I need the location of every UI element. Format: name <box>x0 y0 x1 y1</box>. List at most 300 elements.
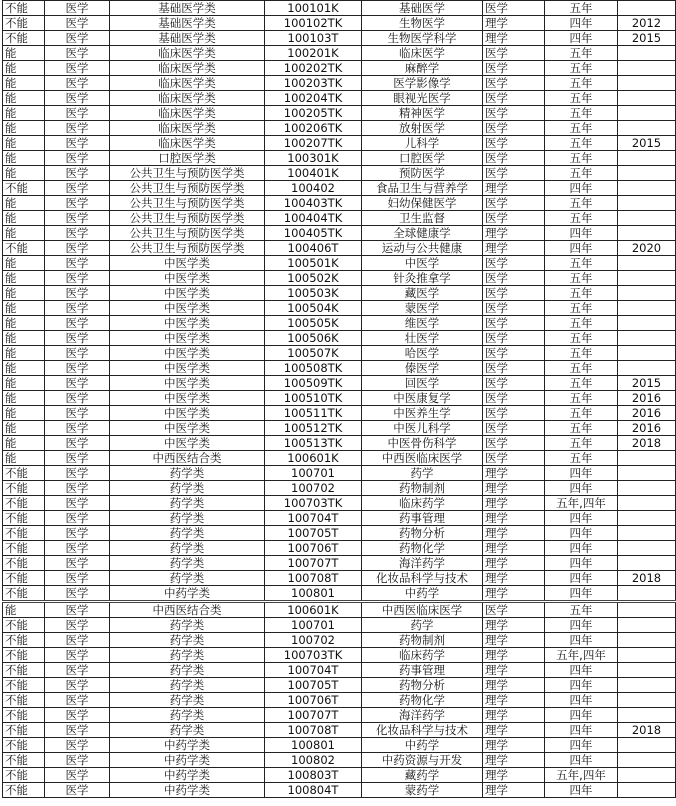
major-name-cell: 海洋药学 <box>362 708 483 723</box>
duration-cell: 四年 <box>545 181 618 196</box>
major-code-cell: 100401K <box>265 166 362 181</box>
table-row <box>3 361 676 376</box>
major-category-cell: 药学类 <box>110 511 265 526</box>
discipline-cell: 医学 <box>45 663 110 678</box>
year-added-cell <box>618 61 676 76</box>
duration-cell: 五年 <box>545 286 618 301</box>
major-code-cell: 100404TK <box>265 211 362 226</box>
major-name-cell: 生物医学 <box>362 16 483 31</box>
degree-cell: 医学 <box>483 301 545 316</box>
year-added-cell <box>618 541 676 556</box>
discipline-cell: 医学 <box>45 602 110 618</box>
table-row <box>3 663 676 678</box>
year-added-cell <box>618 496 676 511</box>
major-category-cell: 公共卫生与预防医学类 <box>110 181 265 196</box>
major-name-cell: 全球健康学 <box>362 226 483 241</box>
table-row <box>3 556 676 571</box>
duration-cell: 五年 <box>545 436 618 451</box>
year-added-cell <box>618 271 676 286</box>
discipline-cell: 医学 <box>45 708 110 723</box>
major-category-cell: 中医学类 <box>110 316 265 331</box>
major-code-cell: 100803T <box>265 768 362 783</box>
degree-cell: 理学 <box>483 16 545 31</box>
degree-cell: 医学 <box>483 391 545 406</box>
degree-cell: 医学 <box>483 406 545 421</box>
major-name-cell: 眼视光医学 <box>362 91 483 106</box>
can-practice-cell: 不能 <box>3 466 45 481</box>
major-name-cell: 临床药学 <box>362 648 483 663</box>
year-added-cell <box>618 166 676 181</box>
major-category-cell: 中医学类 <box>110 301 265 316</box>
major-code-cell: 100102TK <box>265 16 362 31</box>
table-row <box>3 618 676 633</box>
degree-cell: 医学 <box>483 286 545 301</box>
duration-cell: 五年 <box>545 421 618 436</box>
degree-cell: 医学 <box>483 271 545 286</box>
year-added-cell: 2018 <box>618 723 676 738</box>
major-name-cell: 药物分析 <box>362 678 483 693</box>
discipline-cell: 医学 <box>45 511 110 526</box>
can-practice-cell: 能 <box>3 91 45 106</box>
discipline-cell: 医学 <box>45 136 110 151</box>
major-category-cell: 中药学类 <box>110 753 265 768</box>
discipline-cell: 医学 <box>45 541 110 556</box>
table-row <box>3 648 676 663</box>
discipline-cell: 医学 <box>45 586 110 602</box>
major-category-cell: 中药学类 <box>110 738 265 753</box>
major-code-cell: 100512TK <box>265 421 362 436</box>
major-category-cell: 药学类 <box>110 708 265 723</box>
can-practice-cell: 不能 <box>3 541 45 556</box>
major-category-cell: 中医学类 <box>110 391 265 406</box>
major-name-cell: 中医学 <box>362 256 483 271</box>
major-category-cell: 基础医学类 <box>110 1 265 16</box>
year-added-cell: 2016 <box>618 421 676 436</box>
degree-cell: 理学 <box>483 526 545 541</box>
discipline-cell: 医学 <box>45 121 110 136</box>
discipline-cell: 医学 <box>45 361 110 376</box>
year-added-cell <box>618 693 676 708</box>
degree-cell: 理学 <box>483 556 545 571</box>
table-row <box>3 723 676 738</box>
duration-cell: 四年 <box>545 723 618 738</box>
table-row <box>3 693 676 708</box>
major-category-cell: 中医学类 <box>110 406 265 421</box>
major-name-cell: 中医养生学 <box>362 406 483 421</box>
year-added-cell <box>618 316 676 331</box>
discipline-cell: 医学 <box>45 648 110 663</box>
duration-cell: 五年,四年 <box>545 648 618 663</box>
year-added-cell <box>618 586 676 602</box>
degree-cell: 理学 <box>483 663 545 678</box>
major-name-cell: 中医康复学 <box>362 391 483 406</box>
discipline-cell: 医学 <box>45 301 110 316</box>
degree-cell: 理学 <box>483 783 545 798</box>
major-category-cell: 公共卫生与预防医学类 <box>110 211 265 226</box>
major-category-cell: 药学类 <box>110 633 265 648</box>
major-code-cell: 100510TK <box>265 391 362 406</box>
duration-cell: 四年 <box>545 633 618 648</box>
major-name-cell: 药物制剂 <box>362 633 483 648</box>
major-category-cell: 药学类 <box>110 723 265 738</box>
can-practice-cell: 不能 <box>3 693 45 708</box>
discipline-cell: 医学 <box>45 376 110 391</box>
degree-cell: 理学 <box>483 496 545 511</box>
discipline-cell: 医学 <box>45 451 110 466</box>
table-row <box>3 436 676 451</box>
duration-cell: 四年 <box>545 663 618 678</box>
discipline-cell: 医学 <box>45 633 110 648</box>
discipline-cell: 医学 <box>45 316 110 331</box>
discipline-cell: 医学 <box>45 46 110 61</box>
duration-cell: 四年 <box>545 693 618 708</box>
can-practice-cell: 能 <box>3 421 45 436</box>
discipline-cell: 医学 <box>45 76 110 91</box>
major-code-cell: 100207TK <box>265 136 362 151</box>
can-practice-cell: 不能 <box>3 648 45 663</box>
major-category-cell: 中医学类 <box>110 421 265 436</box>
duration-cell: 五年 <box>545 316 618 331</box>
discipline-cell: 医学 <box>45 436 110 451</box>
major-code-cell: 100703TK <box>265 648 362 663</box>
table-row <box>3 708 676 723</box>
major-category-cell: 中西医结合类 <box>110 451 265 466</box>
table-row <box>3 226 676 241</box>
major-name-cell: 药学 <box>362 466 483 481</box>
discipline-cell: 医学 <box>45 496 110 511</box>
major-code-cell: 100701 <box>265 618 362 633</box>
major-name-cell: 妇幼保健医学 <box>362 196 483 211</box>
table-row <box>3 466 676 481</box>
year-added-cell <box>618 1 676 16</box>
table-row <box>3 511 676 526</box>
can-practice-cell: 不能 <box>3 783 45 798</box>
table-row <box>3 31 676 46</box>
table-row <box>3 451 676 466</box>
discipline-cell: 医学 <box>45 331 110 346</box>
discipline-cell: 医学 <box>45 466 110 481</box>
duration-cell: 四年 <box>545 226 618 241</box>
year-added-cell <box>618 633 676 648</box>
major-name-cell: 中西医临床医学 <box>362 451 483 466</box>
duration-cell: 五年 <box>545 76 618 91</box>
degree-cell: 医学 <box>483 1 545 16</box>
major-category-cell: 中西医结合类 <box>110 602 265 618</box>
can-practice-cell: 不能 <box>3 511 45 526</box>
year-added-cell: 2012 <box>618 16 676 31</box>
major-name-cell: 儿科学 <box>362 136 483 151</box>
table-row <box>3 106 676 121</box>
major-code-cell: 100601K <box>265 451 362 466</box>
major-code-cell: 100502K <box>265 271 362 286</box>
major-code-cell: 100301K <box>265 151 362 166</box>
major-category-cell: 公共卫生与预防医学类 <box>110 166 265 181</box>
degree-cell: 医学 <box>483 166 545 181</box>
major-name-cell: 预防医学 <box>362 166 483 181</box>
major-name-cell: 壮医学 <box>362 331 483 346</box>
degree-cell: 医学 <box>483 196 545 211</box>
degree-cell: 医学 <box>483 331 545 346</box>
major-name-cell: 中医儿科学 <box>362 421 483 436</box>
table-row <box>3 121 676 136</box>
degree-cell: 医学 <box>483 76 545 91</box>
year-added-cell <box>618 511 676 526</box>
can-practice-cell: 能 <box>3 316 45 331</box>
degree-cell: 理学 <box>483 241 545 256</box>
major-name-cell: 运动与公共健康 <box>362 241 483 256</box>
discipline-cell: 医学 <box>45 1 110 16</box>
major-code-cell: 100506K <box>265 331 362 346</box>
table-row <box>3 1 676 16</box>
discipline-cell: 医学 <box>45 738 110 753</box>
major-name-cell: 药物分析 <box>362 526 483 541</box>
year-added-cell <box>618 556 676 571</box>
can-practice-cell: 不能 <box>3 663 45 678</box>
major-name-cell: 中药学 <box>362 738 483 753</box>
major-name-cell: 哈医学 <box>362 346 483 361</box>
major-name-cell: 蒙医学 <box>362 301 483 316</box>
duration-cell: 四年 <box>545 618 618 633</box>
major-code-cell: 100708T <box>265 571 362 586</box>
discipline-cell: 医学 <box>45 526 110 541</box>
degree-cell: 医学 <box>483 211 545 226</box>
major-category-cell: 临床医学类 <box>110 121 265 136</box>
major-code-cell: 100706T <box>265 693 362 708</box>
year-added-cell: 2015 <box>618 136 676 151</box>
discipline-cell: 医学 <box>45 693 110 708</box>
table-row <box>3 91 676 106</box>
year-added-cell <box>618 466 676 481</box>
year-added-cell <box>618 91 676 106</box>
major-name-cell: 中医骨伤科学 <box>362 436 483 451</box>
duration-cell: 四年 <box>545 526 618 541</box>
major-code-cell: 100702 <box>265 633 362 648</box>
table-row <box>3 166 676 181</box>
can-practice-cell: 不能 <box>3 1 45 16</box>
major-category-cell: 公共卫生与预防医学类 <box>110 241 265 256</box>
major-code-cell: 100802 <box>265 753 362 768</box>
can-practice-cell: 不能 <box>3 768 45 783</box>
major-name-cell: 临床医学 <box>362 46 483 61</box>
major-category-cell: 公共卫生与预防医学类 <box>110 196 265 211</box>
major-code-cell: 100203TK <box>265 76 362 91</box>
major-name-cell: 卫生监督 <box>362 211 483 226</box>
major-category-cell: 口腔医学类 <box>110 151 265 166</box>
table-row <box>3 753 676 768</box>
duration-cell: 四年 <box>545 31 618 46</box>
major-category-cell: 药学类 <box>110 663 265 678</box>
major-code-cell: 100201K <box>265 46 362 61</box>
degree-cell: 理学 <box>483 708 545 723</box>
duration-cell: 四年 <box>545 511 618 526</box>
year-added-cell <box>618 121 676 136</box>
can-practice-cell: 不能 <box>3 708 45 723</box>
year-added-cell <box>618 663 676 678</box>
year-added-cell <box>618 481 676 496</box>
major-category-cell: 药学类 <box>110 481 265 496</box>
year-added-cell <box>618 301 676 316</box>
can-practice-cell: 不能 <box>3 181 45 196</box>
year-added-cell <box>618 286 676 301</box>
table-body <box>3 1 676 798</box>
duration-cell: 四年 <box>545 241 618 256</box>
year-added-cell <box>618 211 676 226</box>
major-category-cell: 药学类 <box>110 678 265 693</box>
duration-cell: 五年 <box>545 346 618 361</box>
discipline-cell: 医学 <box>45 783 110 798</box>
table-row <box>3 181 676 196</box>
major-category-cell: 临床医学类 <box>110 61 265 76</box>
major-category-cell: 药学类 <box>110 648 265 663</box>
major-name-cell: 针灸推拿学 <box>362 271 483 286</box>
duration-cell: 五年 <box>545 46 618 61</box>
year-added-cell <box>618 768 676 783</box>
discipline-cell: 医学 <box>45 166 110 181</box>
major-name-cell: 生物医学科学 <box>362 31 483 46</box>
major-category-cell: 中医学类 <box>110 346 265 361</box>
degree-cell: 理学 <box>483 466 545 481</box>
can-practice-cell: 能 <box>3 391 45 406</box>
major-name-cell: 精神医学 <box>362 106 483 121</box>
can-practice-cell: 能 <box>3 61 45 76</box>
table-row <box>3 136 676 151</box>
discipline-cell: 医学 <box>45 106 110 121</box>
can-practice-cell: 能 <box>3 121 45 136</box>
discipline-cell: 医学 <box>45 31 110 46</box>
major-category-cell: 中医学类 <box>110 256 265 271</box>
table-row <box>3 768 676 783</box>
duration-cell: 五年 <box>545 166 618 181</box>
discipline-cell: 医学 <box>45 406 110 421</box>
year-added-cell <box>618 451 676 466</box>
can-practice-cell: 能 <box>3 451 45 466</box>
duration-cell: 五年 <box>545 376 618 391</box>
can-practice-cell: 不能 <box>3 678 45 693</box>
year-added-cell: 2016 <box>618 391 676 406</box>
can-practice-cell: 不能 <box>3 586 45 602</box>
discipline-cell: 医学 <box>45 768 110 783</box>
major-category-cell: 药学类 <box>110 526 265 541</box>
discipline-cell: 医学 <box>45 211 110 226</box>
duration-cell: 四年 <box>545 481 618 496</box>
major-category-cell: 临床医学类 <box>110 106 265 121</box>
can-practice-cell: 能 <box>3 226 45 241</box>
duration-cell: 四年 <box>545 541 618 556</box>
duration-cell: 五年 <box>545 451 618 466</box>
major-category-cell: 中药学类 <box>110 783 265 798</box>
degree-cell: 理学 <box>483 738 545 753</box>
major-code-cell: 100511TK <box>265 406 362 421</box>
spreadsheet-screenshot <box>2 0 662 798</box>
can-practice-cell: 不能 <box>3 753 45 768</box>
major-name-cell: 藏医学 <box>362 286 483 301</box>
discipline-cell: 医学 <box>45 571 110 586</box>
major-code-cell: 100703TK <box>265 496 362 511</box>
duration-cell: 五年 <box>545 406 618 421</box>
discipline-cell: 医学 <box>45 618 110 633</box>
year-added-cell <box>618 678 676 693</box>
can-practice-cell: 能 <box>3 106 45 121</box>
major-code-cell: 100204TK <box>265 91 362 106</box>
discipline-cell: 医学 <box>45 196 110 211</box>
major-name-cell: 药物化学 <box>362 693 483 708</box>
table-row <box>3 391 676 406</box>
discipline-cell: 医学 <box>45 678 110 693</box>
can-practice-cell: 能 <box>3 602 45 618</box>
table-row <box>3 406 676 421</box>
duration-cell: 五年 <box>545 602 618 618</box>
year-added-cell <box>618 151 676 166</box>
can-practice-cell: 能 <box>3 256 45 271</box>
major-code-cell: 100704T <box>265 511 362 526</box>
can-practice-cell: 不能 <box>3 738 45 753</box>
major-category-cell: 临床医学类 <box>110 76 265 91</box>
major-name-cell: 维医学 <box>362 316 483 331</box>
degree-cell: 理学 <box>483 586 545 602</box>
can-practice-cell: 能 <box>3 271 45 286</box>
can-practice-cell: 能 <box>3 211 45 226</box>
degree-cell: 医学 <box>483 136 545 151</box>
major-category-cell: 临床医学类 <box>110 91 265 106</box>
can-practice-cell: 能 <box>3 151 45 166</box>
can-practice-cell: 能 <box>3 301 45 316</box>
degree-cell: 理学 <box>483 226 545 241</box>
duration-cell: 四年 <box>545 753 618 768</box>
discipline-cell: 医学 <box>45 16 110 31</box>
major-category-cell: 药学类 <box>110 466 265 481</box>
degree-cell: 医学 <box>483 436 545 451</box>
major-name-cell: 蒙药学 <box>362 783 483 798</box>
major-category-cell: 中医学类 <box>110 271 265 286</box>
degree-cell: 医学 <box>483 46 545 61</box>
table-row <box>3 46 676 61</box>
major-name-cell: 中药资源与开发 <box>362 753 483 768</box>
major-code-cell: 100205TK <box>265 106 362 121</box>
major-code-cell: 100503K <box>265 286 362 301</box>
degree-cell: 理学 <box>483 511 545 526</box>
duration-cell: 五年 <box>545 361 618 376</box>
degree-cell: 理学 <box>483 693 545 708</box>
year-added-cell <box>618 331 676 346</box>
major-code-cell: 100202TK <box>265 61 362 76</box>
can-practice-cell: 不能 <box>3 556 45 571</box>
duration-cell: 四年 <box>545 466 618 481</box>
major-category-cell: 中医学类 <box>110 361 265 376</box>
can-practice-cell: 不能 <box>3 31 45 46</box>
major-code-cell: 100504K <box>265 301 362 316</box>
major-code-cell: 100707T <box>265 708 362 723</box>
can-practice-cell: 能 <box>3 376 45 391</box>
major-category-cell: 药学类 <box>110 496 265 511</box>
degree-cell: 理学 <box>483 723 545 738</box>
table-row <box>3 376 676 391</box>
major-category-cell: 公共卫生与预防医学类 <box>110 226 265 241</box>
duration-cell: 四年 <box>545 556 618 571</box>
major-name-cell: 回医学 <box>362 376 483 391</box>
year-added-cell: 2018 <box>618 436 676 451</box>
major-code-cell: 100704T <box>265 663 362 678</box>
can-practice-cell: 能 <box>3 286 45 301</box>
degree-cell: 理学 <box>483 648 545 663</box>
major-code-cell: 100509TK <box>265 376 362 391</box>
medical-majors-table <box>2 0 676 798</box>
degree-cell: 医学 <box>483 602 545 618</box>
year-added-cell <box>618 783 676 798</box>
duration-cell: 四年 <box>545 571 618 586</box>
major-category-cell: 中医学类 <box>110 331 265 346</box>
major-name-cell: 基础医学 <box>362 1 483 16</box>
major-name-cell: 药物制剂 <box>362 481 483 496</box>
